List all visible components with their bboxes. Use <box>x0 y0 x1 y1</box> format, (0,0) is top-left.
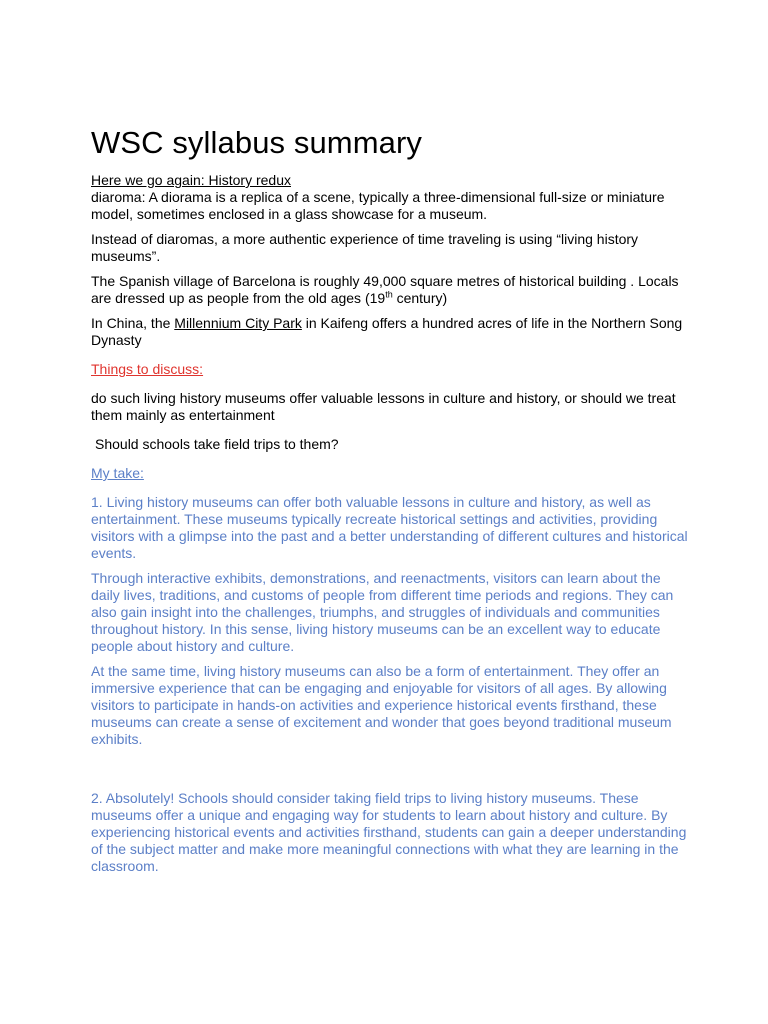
question-2: Should schools take field trips to them? <box>95 436 339 452</box>
barcelona-text-a: The Spanish village of Barcelona is roughly 49,000 square metres of historical building . Locals are dressed up as people from the old ages (19 <box>91 273 679 306</box>
paragraph-diorama: diaroma: A diorama is a replica of a scene, typically a three-dimensional full-size or miniature model, sometimes enclosed in a glass showcase for a museum. <box>91 189 665 222</box>
barcelona-superscript: th <box>385 289 393 300</box>
discuss-heading <box>91 361 691 378</box>
document-page <box>91 124 691 883</box>
take-paragraph-4: 2. Absolutely! Schools should consider taking field trips to living history museums. These museums offer a unique and engaging way for students to learn about history and culture. By experiencing historical events and activities firsthand, students can gain a deeper understanding of the subject matter and make more meaningful connections with what they are learning in the classroom. <box>91 790 687 874</box>
subtitle <box>91 172 691 189</box>
take-paragraph-3: At the same time, living history museums can also be a form of entertainment. They offer an immersive experience that can be engaging and enjoyable for visitors of all ages. By allowing visitors to participate in hands-on activities and experience historical events firsthand, these museums can create a sense of excitement and wonder that goes beyond traditional museum exhibits. <box>91 663 672 747</box>
question-1: do such living history museums offer valuable lessons in culture and history, or should we treat them mainly as entertainment <box>91 390 676 423</box>
take-paragraph-2: Through interactive exhibits, demonstrations, and reenactments, visitors can learn about the daily lives, traditions, and customs of people from different time periods and regions. They can also gain insight into the challenges, triumphs, and struggles of individuals and communities throughout history. In this sense, living history museums can be an excellent way to educate people about history and culture. <box>91 570 674 654</box>
my-take-heading-text: My take: <box>91 465 144 481</box>
my-take-heading <box>91 465 691 482</box>
discuss-heading-text: Things to discuss: <box>91 361 204 377</box>
page-title: WSC syllabus summary <box>91 125 422 160</box>
paragraph-living-history: Instead of diaromas, a more authentic experience of time traveling is using “living history museums”. <box>91 231 639 264</box>
barcelona-text-b: century) <box>392 290 448 306</box>
paragraph-barcelona <box>91 273 691 307</box>
millennium-city-park-link[interactable]: Millennium City Park <box>174 315 302 331</box>
china-text-b: in Kaifeng offers a hundred acres of life in the Northern Song Dynasty <box>91 315 683 348</box>
subtitle-text: Here we go again: History redux <box>91 172 291 188</box>
china-text-a: In China, the <box>91 315 175 331</box>
blank-space <box>91 756 691 790</box>
take-paragraph-1: 1. Living history museums can offer both valuable lessons in culture and history, as well as entertainment. These museums typically recreate historical settings and activities, providing visitors with a glimpse into the past and a better understanding of different cultures and historical events. <box>91 494 688 561</box>
paragraph-china <box>91 315 691 349</box>
